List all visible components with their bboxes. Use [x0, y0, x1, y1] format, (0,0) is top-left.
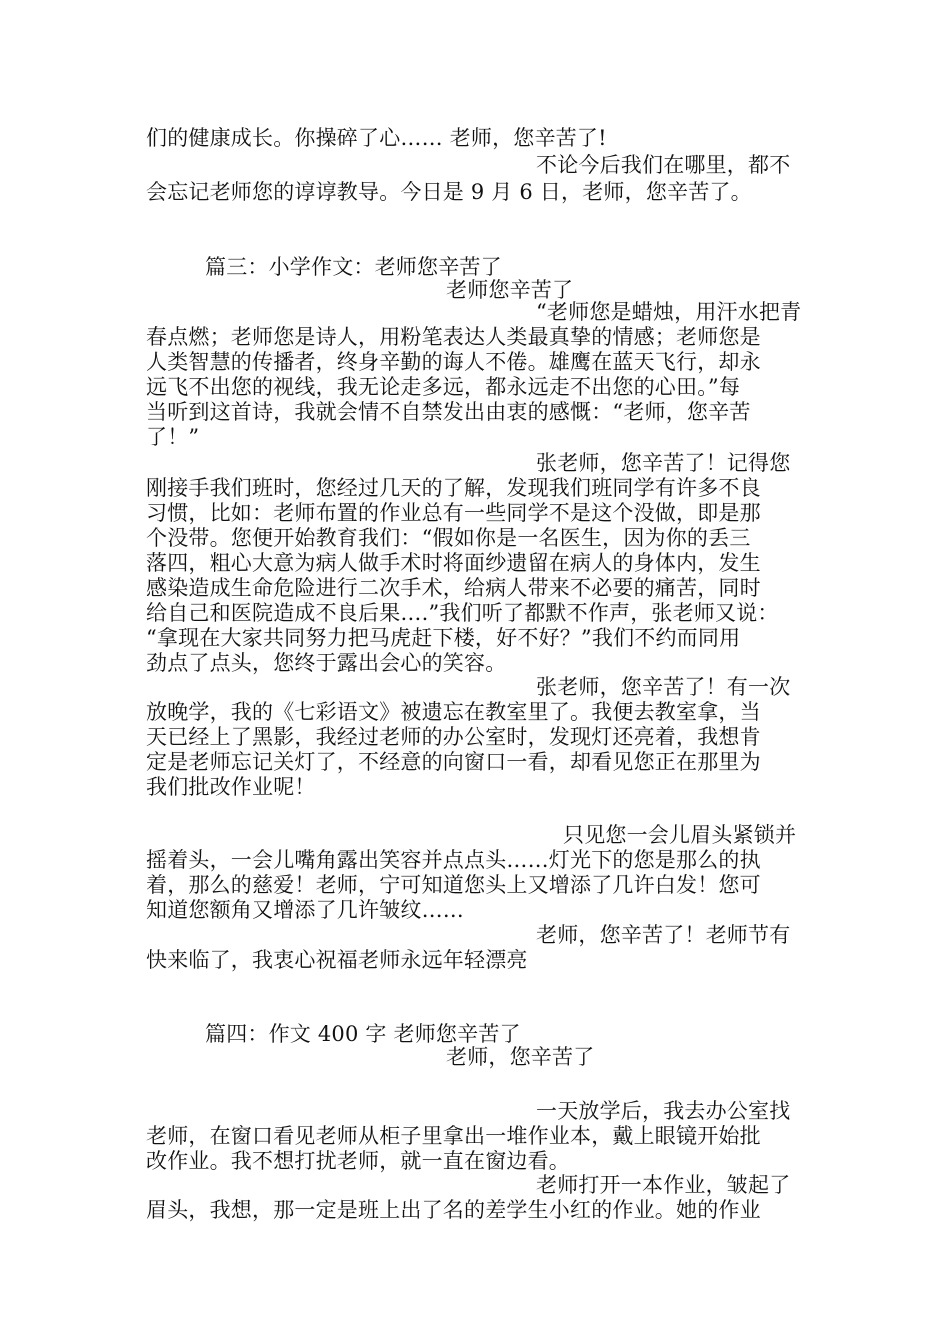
text-line: 天已经上了黑影，我经过老师的办公室时，发现灯还亮着，我想肯: [146, 725, 761, 749]
text-line: 落四，粗心大意为病人做手术时将面纱遗留在病人的身体内，发生: [146, 551, 761, 575]
text-line: 定是老师忘记关灯了，不经意的向窗口一看，却看见您正在那里为: [146, 750, 761, 774]
text-line: 感染造成生命危险进行二次手术，给病人带来不必要的痛苦，同时: [146, 576, 761, 600]
text-line: 张老师，您辛苦了！记得您: [536, 451, 791, 475]
text-line: 老师，在窗口看见老师从柜子里拿出一堆作业本，戴上眼镜开始批: [146, 1124, 761, 1148]
text-line: 会忘记老师您的谆谆教导。今日是 9 月 6 日，老师，您辛苦了。: [146, 180, 752, 204]
text-line: 给自己和医院造成不良后果….”我们听了都默不作声，张老师又说：: [146, 601, 779, 625]
text-line: 摇着头，一会儿嘴角露出笑容并点点头……灯光下的您是那么的执: [146, 848, 761, 872]
text-line: 刚接手我们班时，您经过几天的了解，发现我们班同学有许多不良: [146, 476, 761, 500]
text-line: 老师，您辛苦了！老师节有: [536, 923, 791, 947]
section-heading: 篇三：小学作文：老师您辛苦了: [205, 255, 502, 279]
text-line: 劲点了点头，您终于露出会心的笑容。: [146, 651, 507, 675]
text-line: 知道您额角又增添了几许皱纹……: [146, 898, 464, 922]
text-line: 我们批改作业呢！: [146, 775, 316, 799]
text-line: 当听到这首诗，我就会情不自禁发出由衷的感慨：“老师，您辛苦: [146, 400, 751, 424]
text-line: 放晚学，我的《七彩语文》被遗忘在教室里了。我便去教室拿，当: [146, 700, 761, 724]
article-title: 老师您辛苦了: [446, 278, 574, 302]
text-line: 春点燃；老师您是诗人，用粉笔表达人类最真挚的情感；老师您是: [146, 325, 761, 349]
text-line: 习惯，比如：老师布置的作业总有一些同学不是这个没做，即是那: [146, 501, 761, 525]
text-line: 只见您一会儿眉头紧锁并: [563, 823, 797, 847]
text-line: “老师您是蜡烛，用汗水把青: [536, 300, 802, 324]
text-line: 们的健康成长。你操碎了心…… 老师，您辛苦了!: [146, 126, 607, 150]
text-line: 老师打开一本作业，皱起了: [536, 1173, 791, 1197]
text-line: 一天放学后，我去办公室找: [536, 1099, 791, 1123]
text-line: 人类智慧的传播者，终身辛勤的诲人不倦。雄鹰在蓝天飞行，却永: [146, 350, 761, 374]
section-heading: 篇四：作文 400 字 老师您辛苦了: [205, 1022, 521, 1046]
article-title: 老师，您辛苦了: [446, 1045, 595, 1069]
text-line: 快来临了，我衷心祝福老师永远年轻漂亮: [146, 948, 528, 972]
text-line: 个没带。您便开始教育我们：“假如你是一名医生，因为你的丢三: [146, 526, 751, 550]
text-line: 不论今后我们在哪里，都不: [536, 153, 791, 177]
text-line: 眉头，我想，那一定是班上出了名的差学生小红的作业。她的作业: [146, 1198, 761, 1222]
text-line: 改作业。我不想打扰老师，就一直在窗边看。: [146, 1149, 570, 1173]
text-line: 了！”: [146, 425, 200, 449]
text-line: 着，那么的慈爱！老师，宁可知道您头上又增添了几许白发！您可: [146, 873, 761, 897]
text-line: “拿现在大家共同努力把马虎赶下楼，好不好？”我们不约而同用: [146, 626, 741, 650]
text-line: 远飞不出您的视线，我无论走多远，都永远走不出您的心田。”每: [146, 375, 741, 399]
text-line: 张老师，您辛苦了！有一次: [536, 675, 791, 699]
